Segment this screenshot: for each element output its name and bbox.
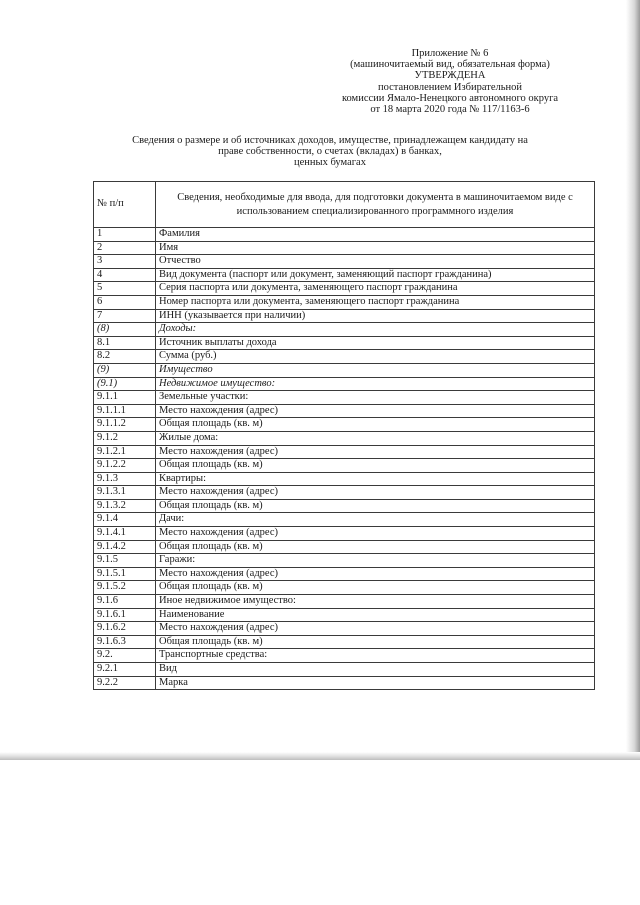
table-row — [94, 268, 595, 282]
table-row — [94, 404, 595, 418]
row-description: Место нахождения (адрес) — [156, 567, 595, 581]
row-number: 9.1.5.1 — [94, 567, 156, 581]
table-row — [94, 649, 595, 663]
row-number: 3 — [94, 255, 156, 269]
row-description: Общая площадь (кв. м) — [156, 418, 595, 432]
table-row — [94, 567, 595, 581]
table-row — [94, 595, 595, 609]
resolution-date-line: от 18 марта 2020 года № 117/1163-6 — [370, 104, 530, 116]
row-number: 9.1.4 — [94, 513, 156, 527]
table-row — [94, 228, 595, 242]
table-row — [94, 486, 595, 500]
row-description: Вид документа (паспорт или документ, заменяющий паспорт гражданина) — [156, 268, 595, 282]
row-description: Место нахождения (адрес) — [156, 527, 595, 541]
row-description: Дачи: — [156, 513, 595, 527]
table-row — [94, 309, 595, 323]
title-line-3: ценных бумагах — [294, 157, 366, 169]
table-header-row — [94, 182, 595, 228]
table-row — [94, 472, 595, 486]
row-description: Сумма (руб.) — [156, 350, 595, 364]
table-row — [94, 350, 595, 364]
table-row — [94, 459, 595, 473]
approved-label: УТВЕРЖДЕНА — [414, 70, 486, 82]
header-number: № п/п — [94, 182, 156, 228]
table-row — [94, 554, 595, 568]
row-number: 9.1.1.1 — [94, 404, 156, 418]
row-number: 9.1.6.1 — [94, 608, 156, 622]
row-number: 9.2.1 — [94, 663, 156, 677]
table-row — [94, 323, 595, 337]
row-number: 9.1.4.1 — [94, 527, 156, 541]
row-description: Транспортные средства: — [156, 649, 595, 663]
table-row — [94, 391, 595, 405]
table-row — [94, 527, 595, 541]
row-number: 9.1.4.2 — [94, 540, 156, 554]
row-description: Иное недвижимое имущество: — [156, 595, 595, 609]
row-number: 9.1.3 — [94, 472, 156, 486]
table-row — [94, 418, 595, 432]
row-description: Место нахождения (адрес) — [156, 404, 595, 418]
row-number: 7 — [94, 309, 156, 323]
scan-edge-shadow-right — [626, 0, 640, 760]
row-number: 9.1.6 — [94, 595, 156, 609]
table-row — [94, 622, 595, 636]
row-number: 2 — [94, 241, 156, 255]
table-row — [94, 540, 595, 554]
row-description: Наименование — [156, 608, 595, 622]
table-row — [94, 363, 595, 377]
document-title — [95, 135, 565, 169]
row-description: Место нахождения (адрес) — [156, 622, 595, 636]
approval-block — [300, 48, 600, 115]
row-description: Недвижимое имущество: — [156, 377, 595, 391]
row-number: 9.2. — [94, 649, 156, 663]
row-description: Доходы: — [156, 323, 595, 337]
table-row — [94, 282, 595, 296]
row-description: Имя — [156, 241, 595, 255]
table-row — [94, 431, 595, 445]
table-row — [94, 663, 595, 677]
table-body — [94, 228, 595, 690]
row-number: 9.1.6.3 — [94, 635, 156, 649]
table-row — [94, 581, 595, 595]
row-number: 9.1.6.2 — [94, 622, 156, 636]
table-row — [94, 336, 595, 350]
commission-line: комиссии Ямало-Ненецкого автономного округа — [341, 92, 559, 104]
row-description: ИНН (указывается при наличии) — [156, 309, 595, 323]
row-description: Общая площадь (кв. м) — [156, 540, 595, 554]
scan-edge-shadow-bottom — [0, 752, 640, 760]
table-row — [94, 255, 595, 269]
table-row — [94, 295, 595, 309]
appendix-number: Приложение № 6 — [411, 48, 489, 59]
row-description: Общая площадь (кв. м) — [156, 581, 595, 595]
table-row — [94, 676, 595, 690]
row-description: Имущество — [156, 363, 595, 377]
row-number: 5 — [94, 282, 156, 296]
table-row — [94, 635, 595, 649]
row-number: 9.1.2.1 — [94, 445, 156, 459]
row-description: Жилые дома: — [156, 431, 595, 445]
row-number: 9.1.1 — [94, 391, 156, 405]
row-number: 9.2.2 — [94, 676, 156, 690]
title-line-2: праве собственности, о счетах (вкладах) в банках, — [218, 146, 442, 158]
row-number: 4 — [94, 268, 156, 282]
row-number: 9.1.5 — [94, 554, 156, 568]
form-table — [93, 181, 595, 690]
table-row — [94, 513, 595, 527]
row-description: Общая площадь (кв. м) — [156, 499, 595, 513]
row-number: 9.1.3.2 — [94, 499, 156, 513]
row-description: Место нахождения (адрес) — [156, 445, 595, 459]
header-description: Сведения, необходимые для ввода, для подготовки документа в машиночитаемом виде с использованием специализированного программного изделия — [156, 182, 595, 228]
table-row — [94, 445, 595, 459]
row-description: Фамилия — [156, 228, 595, 242]
row-number: 9.1.5.2 — [94, 581, 156, 595]
row-number: (9.1) — [94, 377, 156, 391]
row-number: 6 — [94, 295, 156, 309]
row-number: 9.1.1.2 — [94, 418, 156, 432]
approved-by-line: постановлением Избирательной — [377, 81, 523, 93]
row-number: (8) — [94, 323, 156, 337]
row-description: Место нахождения (адрес) — [156, 486, 595, 500]
table-row — [94, 377, 595, 391]
table-row — [94, 608, 595, 622]
row-number: 1 — [94, 228, 156, 242]
row-description: Гаражи: — [156, 554, 595, 568]
row-number: 9.1.2 — [94, 431, 156, 445]
row-number: 9.1.2.2 — [94, 459, 156, 473]
row-description: Отчество — [156, 255, 595, 269]
table-row — [94, 499, 595, 513]
row-description: Марка — [156, 676, 595, 690]
form-type-note: (машиночитаемый вид, обязательная форма) — [350, 59, 550, 71]
row-description: Общая площадь (кв. м) — [156, 635, 595, 649]
row-number: 8.2 — [94, 350, 156, 364]
row-description: Серия паспорта или документа, заменяющего паспорт гражданина — [156, 282, 595, 296]
row-description: Номер паспорта или документа, заменяющего паспорт гражданина — [156, 295, 595, 309]
row-number: (9) — [94, 363, 156, 377]
row-description: Общая площадь (кв. м) — [156, 459, 595, 473]
row-description: Источник выплаты дохода — [156, 336, 595, 350]
row-description: Земельные участки: — [156, 391, 595, 405]
row-number: 8.1 — [94, 336, 156, 350]
row-number: 9.1.3.1 — [94, 486, 156, 500]
row-description: Вид — [156, 663, 595, 677]
row-description: Квартиры: — [156, 472, 595, 486]
title-line-1: Сведения о размере и об источниках доходов, имуществе, принадлежащем кандидату на — [132, 135, 528, 146]
table-row — [94, 241, 595, 255]
